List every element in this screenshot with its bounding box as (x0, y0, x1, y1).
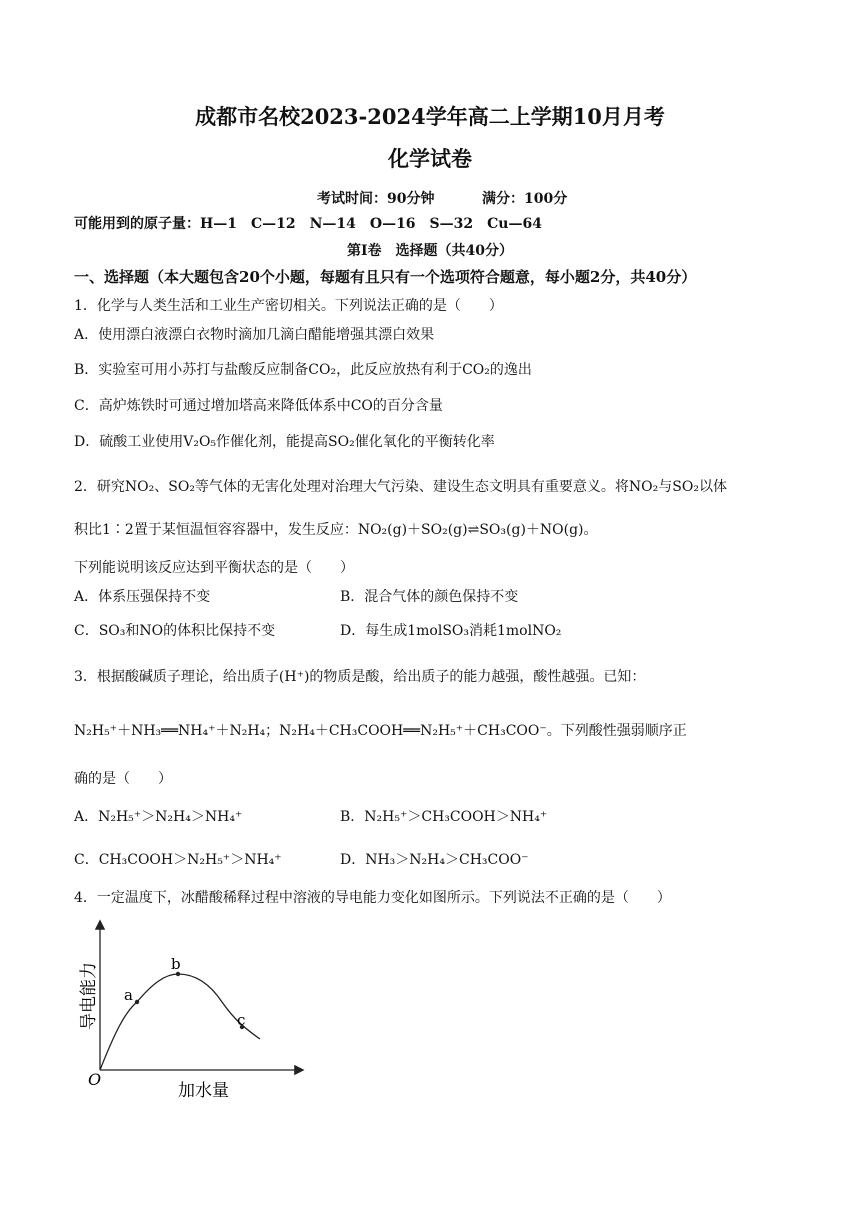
section-heading: 一、选择题（本大题包含20个小题，每题有且只有一个选项符合题意，每小题2分，共40分） (74, 268, 697, 286)
question-1-option-a: A．使用漂白液漂白衣物时滴加几滴白醋能增强其漂白效果 (74, 327, 435, 343)
question-3-option-a: A．N₂H₅⁺＞N₂H₄＞NH₄⁺ (74, 809, 243, 825)
question-3-stem-line-2: N₂H₅⁺＋NH₃══NH₄⁺＋N₂H₄；N₂H₄＋CH₃COOH══N₂H₅⁺＋CH₃COO⁻。下列酸性强弱顺序正 (74, 723, 687, 739)
question-4-stem: 4．一定温度下，冰醋酸稀释过程中溶液的导电能力变化如图所示。下列说法不正确的是（ ） (74, 890, 671, 906)
point-a-label: a (124, 986, 133, 1004)
exam-time: 考试时间：90分钟 (317, 191, 435, 207)
question-2-stem-line-3: 下列能说明该反应达到平衡状态的是（ ） (74, 560, 354, 576)
question-1-option-b: B．实验室可用小苏打与盐酸反应制备CO₂，此反应放热有利于CO₂的逸出 (74, 362, 532, 378)
question-3-option-d: D．NH₃＞N₂H₄＞CH₃COO⁻ (340, 852, 529, 868)
question-1-stem: 1．化学与人类生活和工业生产密切相关。下列说法正确的是（ ） (74, 298, 503, 314)
y-axis-label: 导电能力 (79, 962, 99, 1030)
volume-heading: 第Ⅰ卷 选择题（共40分） (346, 243, 514, 259)
question-3-stem-line-3: 确的是（ ） (74, 771, 172, 787)
exam-title: 成都市名校2023-2024学年高二上学期10月月考 (195, 104, 665, 129)
point-a-marker (135, 1000, 139, 1004)
question-2-option-d: D．每生成1molSO₃消耗1molNO₂ (340, 623, 562, 639)
origin-label: O (88, 1070, 102, 1089)
x-axis-label: 加水量 (178, 1081, 229, 1101)
full-score: 满分：100分 (482, 191, 568, 207)
question-2-stem-line-1: 2．研究NO₂、SO₂等气体的无害化处理对治理大气污染、建设生态文明具有重要意义。将NO₂与SO₂以体 (74, 479, 727, 495)
question-2-option-a: A．体系压强保持不变 (74, 589, 211, 605)
exam-subtitle: 化学试卷 (388, 146, 472, 171)
question-3-stem-line-1: 3．根据酸碱质子理论，给出质子(H⁺)的物质是酸，给出质子的能力越强，酸性越强。已知： (74, 669, 646, 685)
question-2-option-c: C．SO₃和NO的体积比保持不变 (74, 623, 276, 639)
conductivity-figure (70, 912, 320, 1112)
question-3-option-b: B．N₂H₅⁺＞CH₃COOH＞NH₄⁺ (340, 809, 548, 825)
point-c-label: c (237, 1011, 246, 1029)
question-1-option-d: D．硫酸工业使用V₂O₅作催化剂，能提高SO₂催化氧化的平衡转化率 (74, 434, 495, 450)
point-b-label: b (171, 955, 181, 973)
question-1-option-c: C．高炉炼铁时可通过增加塔高来降低体系中CO的百分含量 (74, 398, 443, 414)
atomic-mass-line: 可能用到的原子量：H—1 C—12 N—14 O—16 S—32 Cu—64 (74, 216, 542, 232)
question-2-stem-line-2: 积比1∶2置于某恒温恒容容器中，发生反应：NO₂(g)＋SO₂(g)⇌SO₃(g)＋NO(g)。 (74, 522, 598, 538)
question-2-option-b: B．混合气体的颜色保持不变 (340, 589, 519, 605)
question-3-option-c: C．CH₃COOH＞N₂H₅⁺＞NH₄⁺ (74, 852, 282, 868)
